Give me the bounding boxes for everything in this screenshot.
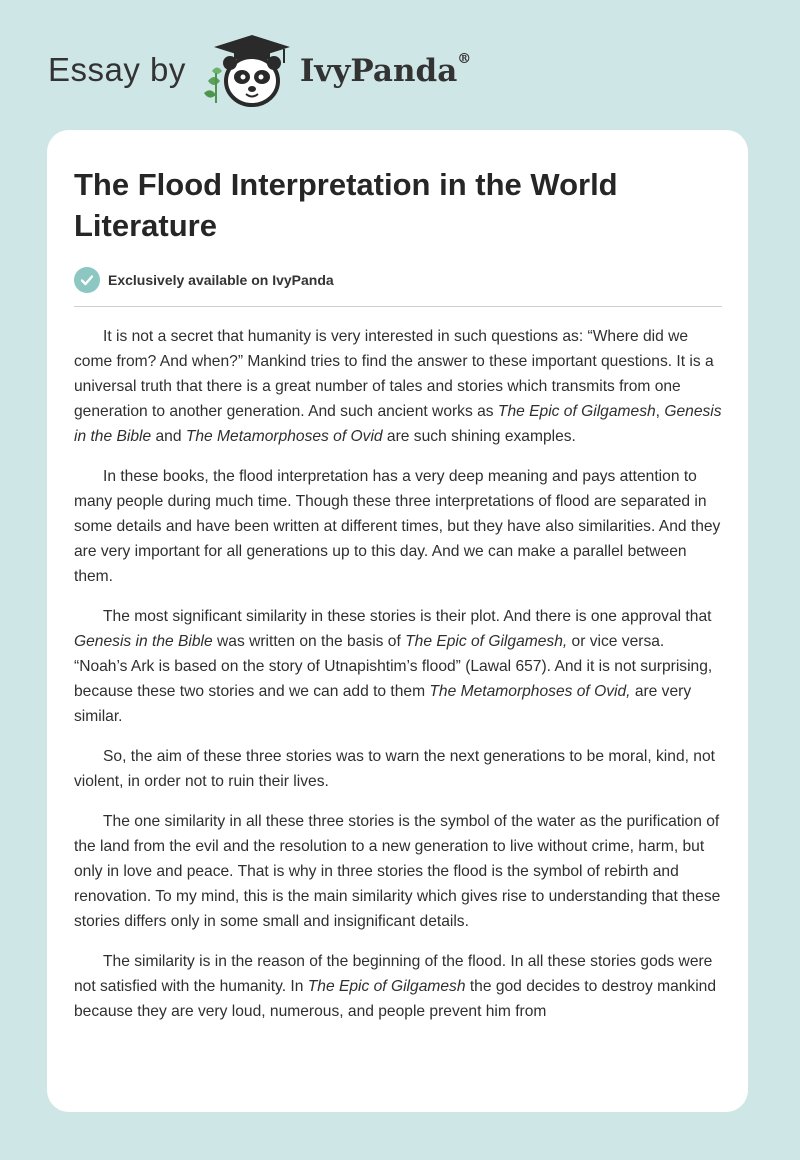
paragraph — [74, 464, 722, 589]
italic-title-run: The Metamorphoses of Ovid — [185, 428, 383, 445]
text-run: are very similar. — [74, 683, 692, 725]
italic-title-run: The Epic of Gilgamesh — [497, 403, 656, 420]
text-run: and — [151, 428, 186, 445]
registered-mark: ® — [457, 51, 472, 67]
essay-by-label: Essay by — [48, 51, 186, 88]
paragraph — [74, 604, 722, 729]
check-icon — [74, 267, 100, 293]
italic-title-run: The Epic of Gilgamesh — [307, 978, 466, 995]
essay-body — [74, 324, 722, 1024]
essay-card — [47, 130, 748, 1112]
text-run: the god decides to destroy mankind because they are very loud, numerous, and people prevent him from — [74, 978, 717, 1020]
text-run: It is not a secret that humanity is very interested in such questions as: “Where did we come from? And when?” Mankind tries to find the answer to these important questions. It is a universal truth that there is a great number of tales and stories which transmits from one generation to another generation. And such ancient works as — [74, 328, 714, 420]
divider — [74, 306, 722, 307]
exclusive-label: Exclusively available on IvyPanda — [108, 272, 334, 288]
text-run: So, the aim of these three stories was to warn the next generations to be moral, kind, not violent, in order not to ruin their lives. — [74, 748, 715, 790]
site-header — [48, 30, 471, 110]
paragraph — [74, 324, 722, 449]
panda-graduate-icon — [200, 31, 296, 109]
text-run: , — [655, 403, 665, 420]
paragraph — [74, 809, 722, 934]
text-run: The similarity is in the reason of the beginning of the flood. In all these stories gods were not satisfied with the humanity. In — [74, 953, 713, 995]
text-run: was written on the basis of — [212, 633, 406, 650]
text-run: are such shining examples. — [382, 428, 576, 445]
text-run: The most significant similarity in these stories is their plot. And there is one approval that — [103, 608, 712, 625]
italic-title-run: Genesis in the Bible — [74, 633, 213, 650]
italic-title-run: The Metamorphoses of Ovid, — [429, 683, 631, 700]
exclusive-badge — [74, 267, 722, 293]
paragraph — [74, 949, 722, 1024]
paragraph — [74, 744, 722, 794]
text-run: or vice versa. “Noah’s Ark is based on the story of Utnapishtim’s flood” (Lawal 657). And it is not surprising, because these two stories and we can add to them — [74, 633, 713, 700]
essay-title: The Flood Interpretation in the World Literature — [74, 167, 618, 243]
italic-title-run: Genesis in the Bible — [74, 403, 722, 445]
brand-name[interactable]: IvyPanda® — [299, 51, 472, 89]
text-run: In these books, the flood interpretation has a very deep meaning and pays attention to many people during much time. Though these three interpretations of flood are separated in some details and have been written at different times, but they have also similarities. And they are very important for all generations up to this day. And we can make a parallel between them. — [74, 468, 721, 585]
text-run: The one similarity in all these three stories is the symbol of the water as the purification of the land from the evil and the resolution to a new generation to live without crime, harm, but only in love and peace. That is why in three stories the flood is the symbol of rebirth and renovation. To my mind, this is the main similarity which gives rise to understanding that these stories differs only in some small and insignificant details. — [74, 813, 721, 930]
italic-title-run: The Epic of Gilgamesh, — [405, 633, 568, 650]
